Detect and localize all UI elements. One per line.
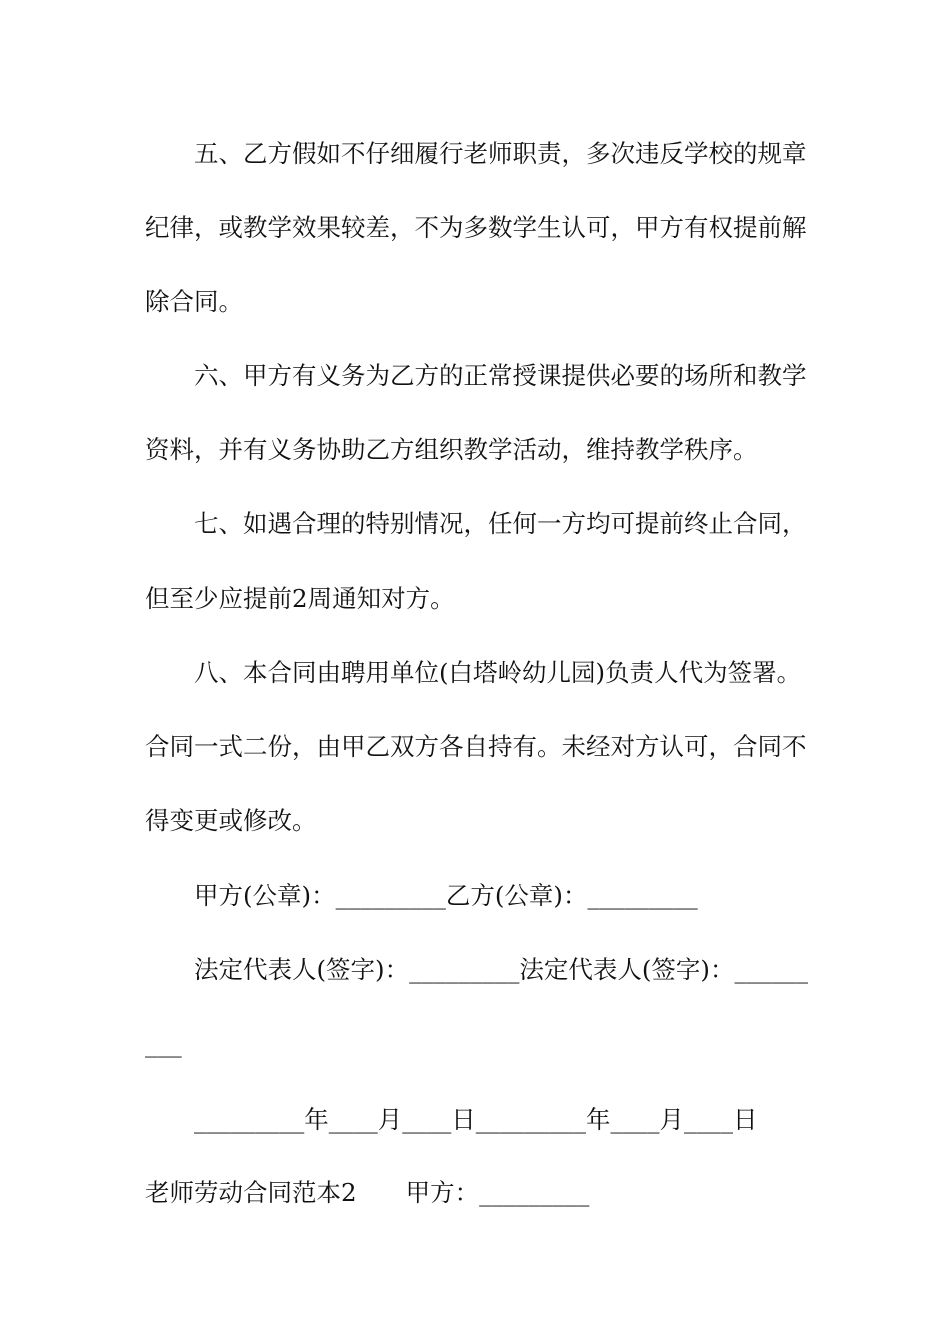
- clause-5-line-3: 除合同。: [145, 287, 243, 316]
- clause-7-line-1: 七、如遇合理的特别情况，任何一方均可提前终止合同，: [194, 509, 807, 538]
- clause-7-line-2: 但至少应提前2周通知对方。: [145, 584, 455, 613]
- date-line: _________年____月____日_________年____月____日: [194, 1105, 758, 1134]
- legal-rep-signature-line: 法定代表人(签字)：_________法定代表人(签字)：______: [194, 955, 808, 984]
- clause-5-line-2: 纪律，或教学效果较差，不为多数学生认可，甲方有权提前解: [145, 213, 807, 242]
- legal-rep-signature-continuation: ___: [145, 1029, 182, 1058]
- clause-8-line-3: 得变更或修改。: [145, 806, 317, 835]
- clause-8-line-2: 合同一式二份，由甲乙双方各自持有。未经对方认可，合同不: [145, 732, 807, 761]
- clause-6-line-1: 六、甲方有义务为乙方的正常授课提供必要的场所和教学: [194, 361, 807, 390]
- clause-8-line-1: 八、本合同由聘用单位(白塔岭幼儿园)负责人代为签署。: [194, 658, 802, 687]
- next-contract-title-line: 老师劳动合同范本2 甲方：_________: [145, 1178, 590, 1207]
- clause-6-line-2: 资料，并有义务协助乙方组织教学活动，维持教学秩序。: [145, 435, 758, 464]
- clause-5-line-1: 五、乙方假如不仔细履行老师职责，多次违反学校的规章: [194, 139, 807, 168]
- seal-signature-line: 甲方(公章)：_________乙方(公章)：_________: [194, 881, 698, 910]
